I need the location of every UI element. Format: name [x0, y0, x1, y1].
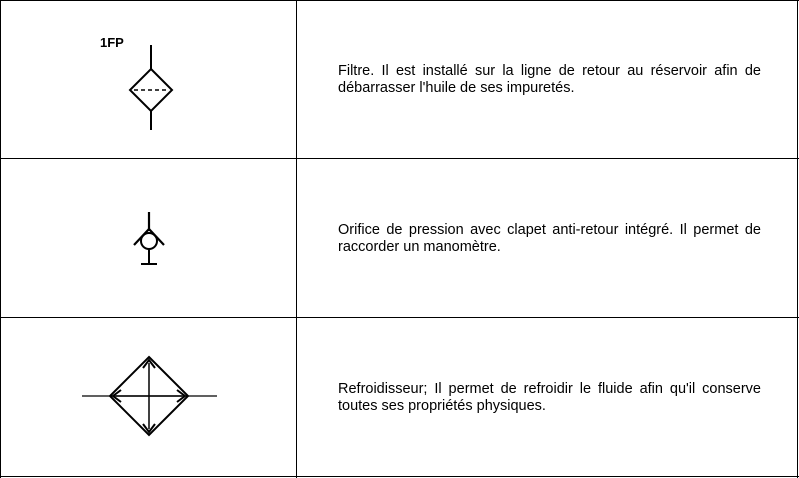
column-border-middle [296, 0, 297, 478]
pressure-port-description: Orifice de pression avec clapet anti-retour intégré. Il permet de raccorder un manomètre. [338, 221, 761, 255]
description-cell-cooler [298, 319, 796, 476]
row-border-1 [0, 158, 799, 159]
symbol-cell-cooler [2, 319, 296, 476]
description-cell-pressure-port [298, 160, 796, 317]
pressure-port-check-valve-icon [2, 160, 296, 317]
filter-tag-label: 1FP [100, 35, 124, 50]
symbol-cell-pressure-port [2, 160, 296, 317]
filter-symbol-icon [2, 1, 296, 158]
column-border-right [797, 0, 798, 478]
filter-description: Filtre. Il est installé sur la ligne de retour au réservoir afin de débarrasser l'huile de ses impuretés. [338, 62, 761, 96]
symbol-cell-filter [2, 1, 296, 158]
cooler-description: Refroidisseur; Il permet de refroidir le fluide afin qu'il conserve toutes ses propriétés physiques. [338, 380, 761, 414]
description-cell-filter [298, 1, 796, 158]
row-border-3 [0, 476, 799, 477]
column-border-left [0, 0, 1, 478]
cooler-symbol-icon [2, 319, 296, 476]
row-border-2 [0, 317, 799, 318]
